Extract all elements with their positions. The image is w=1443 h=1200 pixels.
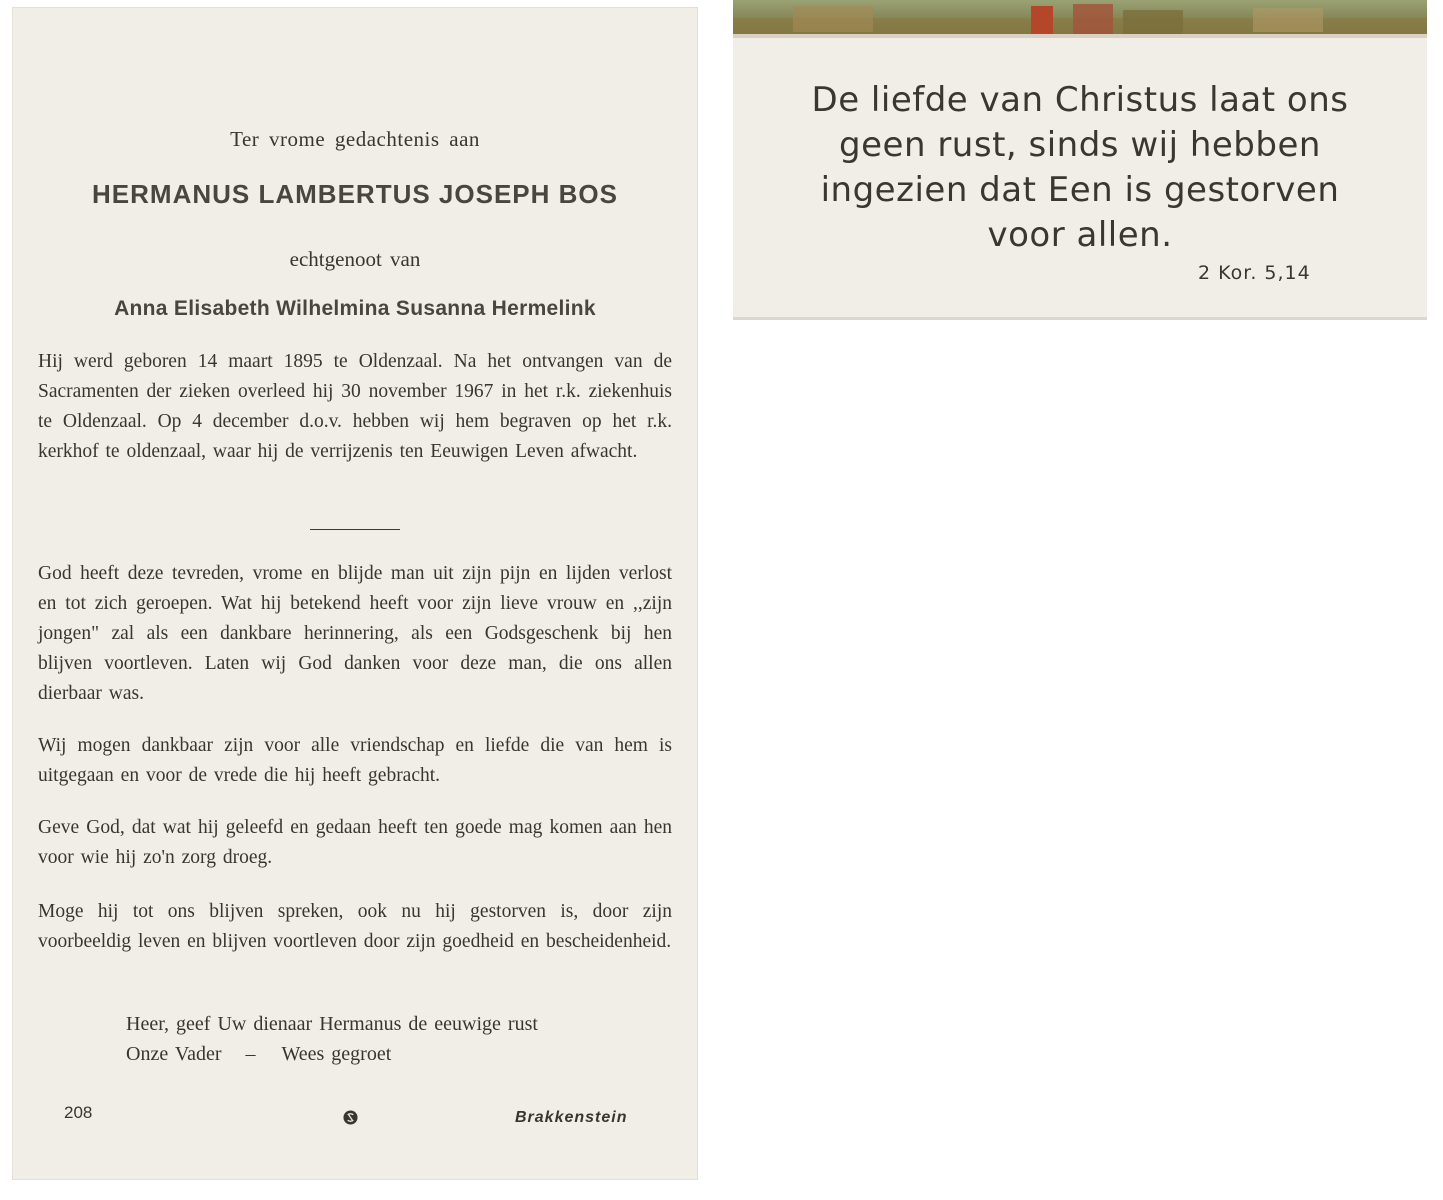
intro-text: Ter vrome gedachtenis aan [230,127,480,151]
gratitude-paragraph: Wij mogen dankbaar zijn voor alle vriendschap en liefde die van hem is uitgegaan en voor de vrede die hij heeft gebracht. [38,735,672,786]
tribute-paragraph: God heeft deze tevreden, vrome en blijde man uit zijn pijn en lijden verlost en tot zich geroepen. Wat hij betekend heeft voor zijn lieve vrouw en ,,zijn jongen" zal als een dankbare herinnering, als een Godsgeschenk bij hen blijven voortleven. Laten wij God danken voor deze man, die ons allen dierbaar was. [38,563,672,704]
blessing-paragraph: Geve God, dat wat hij geleefd en gedaan heeft ten goede mag komen aan hen voor wie hij zo'n zorg droeg. [38,817,672,868]
spouse-name: Anna Elisabeth Wilhelmina Susanna Hermelink [114,297,596,320]
spouse-intro-text: echtgenoot van [289,247,421,271]
prayer-hail-mary: Wees gegroet [281,1043,392,1065]
biography-paragraph: Hij werd geboren 14 maart 1895 te Oldenzaal. Na het ontvangen van de Sacramenten der zieken overleed hij 30 november 1967 in het r.k. ziekenhuis te Oldenzaal. Op 4 december d.o.v. hebben wij hem begraven op het r.k. kerkhof te oldenzaal, waar hij de verrijzenis ten Eeuwigen Leven afwacht. [38,351,672,462]
verse-line: De liefde van Christus laat ons [811,80,1349,120]
memorial-card-back [733,0,1427,320]
prayer-separator: – [245,1043,256,1065]
remembrance-paragraph: Moge hij tot ons blijven spreken, ook nu hij gestorven is, door zijn voorbeeldig leven en blijven voortleven door zijn goedheid en bescheidenheid. [38,901,672,952]
publisher-name: Brakkenstein [515,1109,628,1126]
verse-line: ingezien dat Een is gestorven [820,170,1340,210]
verse-reference: 2 Kor. 5,14 [1198,262,1311,284]
deceased-name: HERMANUS LAMBERTUS JOSEPH BOS [92,179,618,209]
section-divider [310,529,400,530]
prayer-line: Heer, geef Uw dienaar Hermanus de eeuwige rust [126,1013,538,1035]
prayer-our-father: Onze Vader [126,1043,222,1065]
verse-line: geen rust, sinds wij hebben [839,125,1321,165]
bible-verse [733,78,1427,258]
card-edge [733,317,1427,320]
landscape-photo-strip [733,0,1427,38]
prayer-closing [126,1039,391,1069]
verse-line: voor allen. [987,215,1173,255]
card-number: 208 [64,1103,93,1122]
memorial-card-front [12,7,698,1180]
publisher-logo-icon [343,1110,358,1125]
